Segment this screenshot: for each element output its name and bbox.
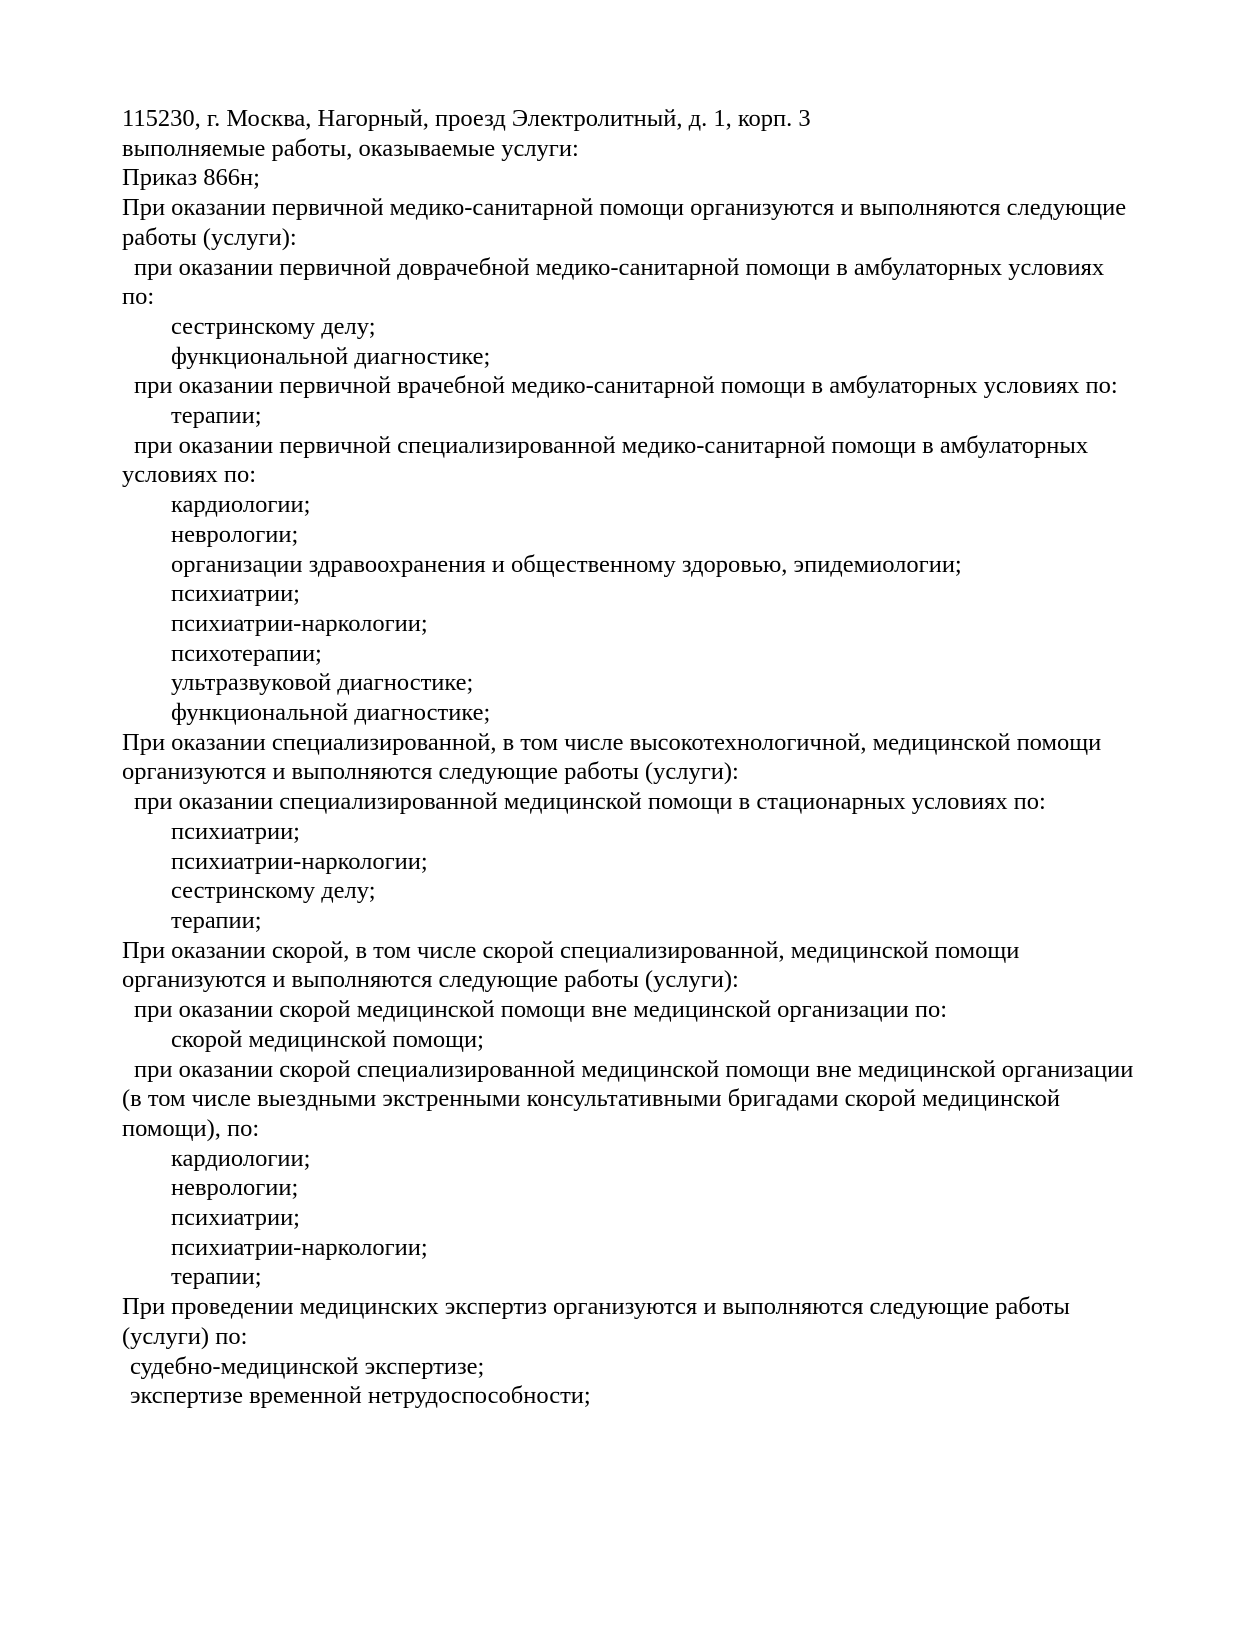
text-line: психиатрии; xyxy=(171,580,300,608)
text-line: скорой медицинской помощи; xyxy=(171,1025,484,1053)
text-line: терапии; xyxy=(171,402,262,430)
text-line: кардиологии; xyxy=(171,1144,311,1172)
text-line: Приказ 866н; xyxy=(122,164,260,192)
text-line: при оказании первичной доврачебной медико-санитарной помощи в амбулаторных условиях xyxy=(134,253,1105,281)
text-line: При оказании специализированной, в том числе высокотехнологичной, медицинской помощи xyxy=(122,728,1102,756)
text-line: экспертизе временной нетрудоспособности; xyxy=(130,1382,591,1410)
text-line: при оказании первичной специализированной медико-санитарной помощи в амбулаторных xyxy=(134,431,1089,459)
text-line: ультразвуковой диагностике; xyxy=(171,669,474,697)
text-line: кардиологии; xyxy=(171,491,311,519)
text-line: организуются и выполняются следующие работы (услуги): xyxy=(122,758,739,786)
text-line: организуются и выполняются следующие работы (услуги): xyxy=(122,966,739,994)
text-line: работы (услуги): xyxy=(122,223,297,251)
text-line: при оказании скорой специализированной медицинской помощи вне медицинской организации xyxy=(134,1055,1134,1083)
text-line: психотерапии; xyxy=(171,639,322,667)
text-line: сестринскому делу; xyxy=(171,312,376,340)
text-line: условиях по: xyxy=(122,461,257,489)
text-line: терапии; xyxy=(171,1263,262,1291)
text-line: (в том числе выездными экстренными консультативными бригадами скорой медицинской xyxy=(122,1085,1060,1113)
text-line: терапии; xyxy=(171,906,262,934)
text-line: функциональной диагностике; xyxy=(171,699,491,727)
text-line: При оказании первичной медико-санитарной помощи организуются и выполняются следующие xyxy=(122,194,1127,222)
text-line: функциональной диагностике; xyxy=(171,342,491,370)
text-line: неврологии; xyxy=(171,1174,299,1202)
text-line: психиатрии-наркологии; xyxy=(171,847,428,875)
text-line: При проведении медицинских экспертиз организуются и выполняются следующие работы xyxy=(122,1293,1070,1321)
text-line: при оказании скорой медицинской помощи вне медицинской организации по: xyxy=(134,996,948,1024)
text-line: психиатрии; xyxy=(171,817,300,845)
text-line: при оказании первичной врачебной медико-санитарной помощи в амбулаторных условиях по: xyxy=(134,372,1118,400)
text-line: При оказании скорой, в том числе скорой специализированной, медицинской помощи xyxy=(122,936,1020,964)
text-line: по: xyxy=(122,283,155,311)
text-line: (услуги) по: xyxy=(122,1322,248,1350)
text-line: судебно-медицинской экспертизе; xyxy=(130,1352,485,1380)
text-line: помощи), по: xyxy=(122,1114,260,1142)
text-line: выполняемые работы, оказываемые услуги: xyxy=(122,134,579,162)
text-line: психиатрии-наркологии; xyxy=(171,1233,428,1261)
text-line: организации здравоохранения и общественному здоровью, эпидемиологии; xyxy=(171,550,962,578)
license-works-services-text xyxy=(122,104,1232,1411)
text-line: при оказании специализированной медицинской помощи в стационарных условиях по: xyxy=(134,788,1046,816)
text-line: психиатрии-наркологии; xyxy=(171,609,428,637)
text-line: сестринскому делу; xyxy=(171,877,376,905)
text-line: неврологии; xyxy=(171,520,299,548)
text-line: психиатрии; xyxy=(171,1204,300,1232)
text-line: 115230, г. Москва, Нагорный, проезд Электролитный, д. 1, корп. 3 xyxy=(122,105,811,132)
